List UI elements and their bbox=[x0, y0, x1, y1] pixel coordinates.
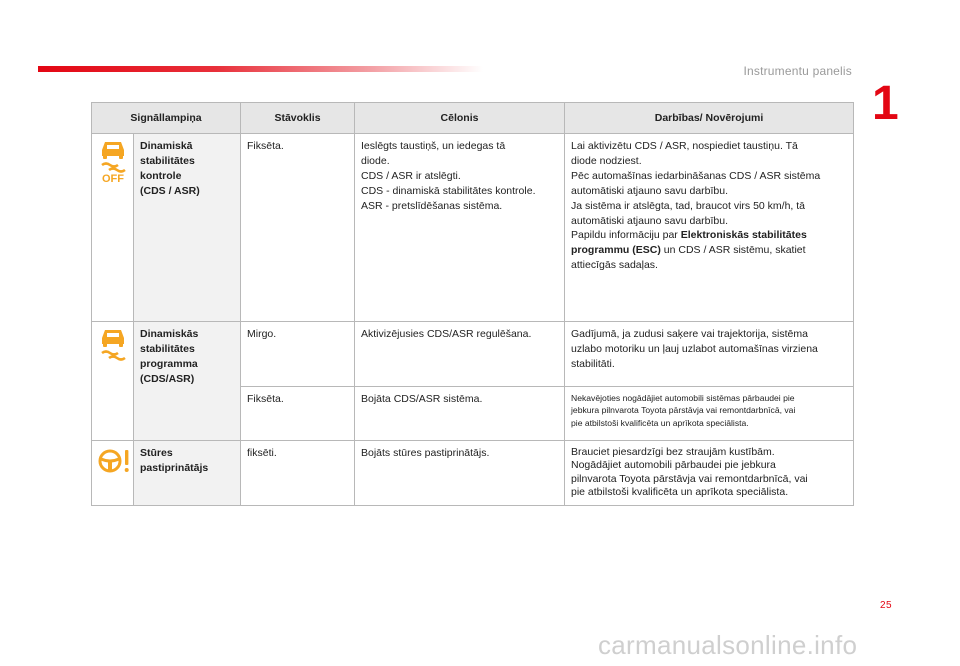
column-header: Stāvoklis bbox=[241, 103, 355, 134]
cause-line: Aktivizējusies CDS/ASR regulēšana. bbox=[361, 328, 532, 340]
signal-name-line: Dinamiskā bbox=[140, 140, 193, 152]
action-line: Lai aktivizētu CDS / ASR, nospiediet taustiņu. Tā bbox=[571, 140, 798, 152]
action-line: Nogādājiet automobili pārbaudei pie jebkura bbox=[571, 459, 776, 472]
action-line: uzlabo motoriku un ļauj uzlabot automašīnas virziena bbox=[571, 342, 818, 355]
action-line: attiecīgās sadaļas. bbox=[571, 259, 658, 272]
signal-name-line: (CDS / ASR) bbox=[140, 184, 200, 197]
cause-cell bbox=[355, 322, 565, 387]
table-row bbox=[92, 441, 854, 506]
action-line: Ja sistēma ir atslēgta, tad, braucot virs 50 km/h, tā bbox=[571, 199, 806, 212]
action-line: pie atbilstoši kvalificēta un aprīkota speciālista. bbox=[571, 486, 789, 499]
action-line: stabilitāti. bbox=[571, 357, 615, 370]
action-line: Gadījumā, ja zudusi saķere vai trajektorija, sistēma bbox=[571, 328, 808, 340]
action-emphasis: Elektroniskās stabilitātes bbox=[680, 229, 807, 242]
column-header: Darbības/ Novērojumi bbox=[565, 103, 854, 134]
action-line: pie atbilstoši kvalificēta un aprīkota speciālista. bbox=[571, 417, 749, 428]
state-cell: Fiksēta. bbox=[241, 134, 355, 322]
signal-name-line: programma bbox=[140, 357, 198, 370]
watermark-text: carmanualsonline.info bbox=[598, 630, 858, 660]
signal-name bbox=[134, 441, 241, 506]
cause-line: Ieslēgts taustiņš, un iedegas tā bbox=[361, 140, 506, 152]
cause-cell bbox=[355, 387, 565, 441]
action-line: automātiski atjauno savu darbību. bbox=[571, 214, 729, 227]
action-line bbox=[571, 243, 847, 258]
cause-line: Bojāts stūres pastiprinātājs. bbox=[361, 447, 490, 459]
signal-name bbox=[134, 134, 241, 322]
cause-line: CDS / ASR ir atslēgti. bbox=[361, 169, 461, 182]
action-line: jebkura pilnvarota Toyota pārstāvja vai remontdarbnīcā, vai bbox=[571, 405, 796, 416]
action-emphasis: programmu (ESC) bbox=[571, 244, 661, 257]
action-cell bbox=[565, 322, 854, 387]
chapter-number: 1 bbox=[872, 77, 899, 130]
signal-name-line: (CDS/ASR) bbox=[140, 372, 195, 385]
action-line: diode nodziest. bbox=[571, 154, 642, 167]
table-row bbox=[92, 134, 854, 322]
action-cell bbox=[565, 387, 854, 441]
cause-cell bbox=[355, 134, 565, 322]
action-text: un CDS / ASR sistēmu, skatiet bbox=[663, 244, 806, 257]
action-line: Pēc automašīnas iedarbināšanas CDS / ASR sistēma bbox=[571, 169, 821, 182]
signal-name-line: kontrole bbox=[140, 169, 182, 182]
action-text: Papildu informāciju par bbox=[571, 229, 678, 242]
signal-name bbox=[134, 322, 241, 441]
icon-off-label: OFF bbox=[102, 173, 124, 183]
cause-line: diode. bbox=[361, 154, 390, 167]
signal-name-line: stabilitātes bbox=[140, 342, 195, 355]
icon-cell bbox=[92, 441, 134, 506]
state-cell: Fiksēta. bbox=[241, 387, 355, 441]
icon-cell bbox=[92, 134, 134, 322]
esc-warning-icon bbox=[98, 327, 127, 363]
icon-cell bbox=[92, 322, 134, 441]
action-cell bbox=[565, 134, 854, 322]
steering-wheel-warning-icon bbox=[98, 446, 127, 476]
table-row bbox=[92, 322, 854, 387]
action-line bbox=[571, 228, 847, 243]
section-title: Instrumentu panelis bbox=[743, 64, 852, 78]
signal-name-line: pastiprinātājs bbox=[140, 461, 209, 474]
signal-name-line: stabilitātes bbox=[140, 154, 195, 167]
cause-cell bbox=[355, 441, 565, 506]
esc-off-warning-icon bbox=[98, 139, 127, 183]
state-cell: Mirgo. bbox=[241, 322, 355, 387]
warning-lights-table bbox=[91, 102, 854, 506]
signal-name-line: Dinamiskās bbox=[140, 328, 199, 340]
table-header-row bbox=[92, 103, 854, 134]
action-cell bbox=[565, 441, 854, 506]
action-line: Brauciet piesardzīgi bez straujām kustībām. bbox=[571, 446, 775, 458]
signal-name-line: Stūres bbox=[140, 447, 173, 459]
header-accent-bar bbox=[38, 66, 483, 72]
state-cell: fiksēti. bbox=[241, 441, 355, 506]
cause-line: Bojāta CDS/ASR sistēma. bbox=[361, 393, 483, 405]
cause-line: ASR - pretslīdēšanas sistēma. bbox=[361, 199, 503, 212]
action-line: pilnvarota Toyota pārstāvja vai remontdarbnīcā, vai bbox=[571, 472, 808, 485]
cause-line: CDS - dinamiskā stabilitātes kontrole. bbox=[361, 184, 536, 197]
column-header: Cēlonis bbox=[355, 103, 565, 134]
column-header: Signāllampiņa bbox=[92, 103, 241, 134]
page-number: 25 bbox=[880, 600, 893, 611]
action-line: automātiski atjauno savu darbību. bbox=[571, 184, 729, 197]
action-line: Nekavējoties nogādājiet automobili sistēmas pārbaudei pie bbox=[571, 393, 795, 403]
